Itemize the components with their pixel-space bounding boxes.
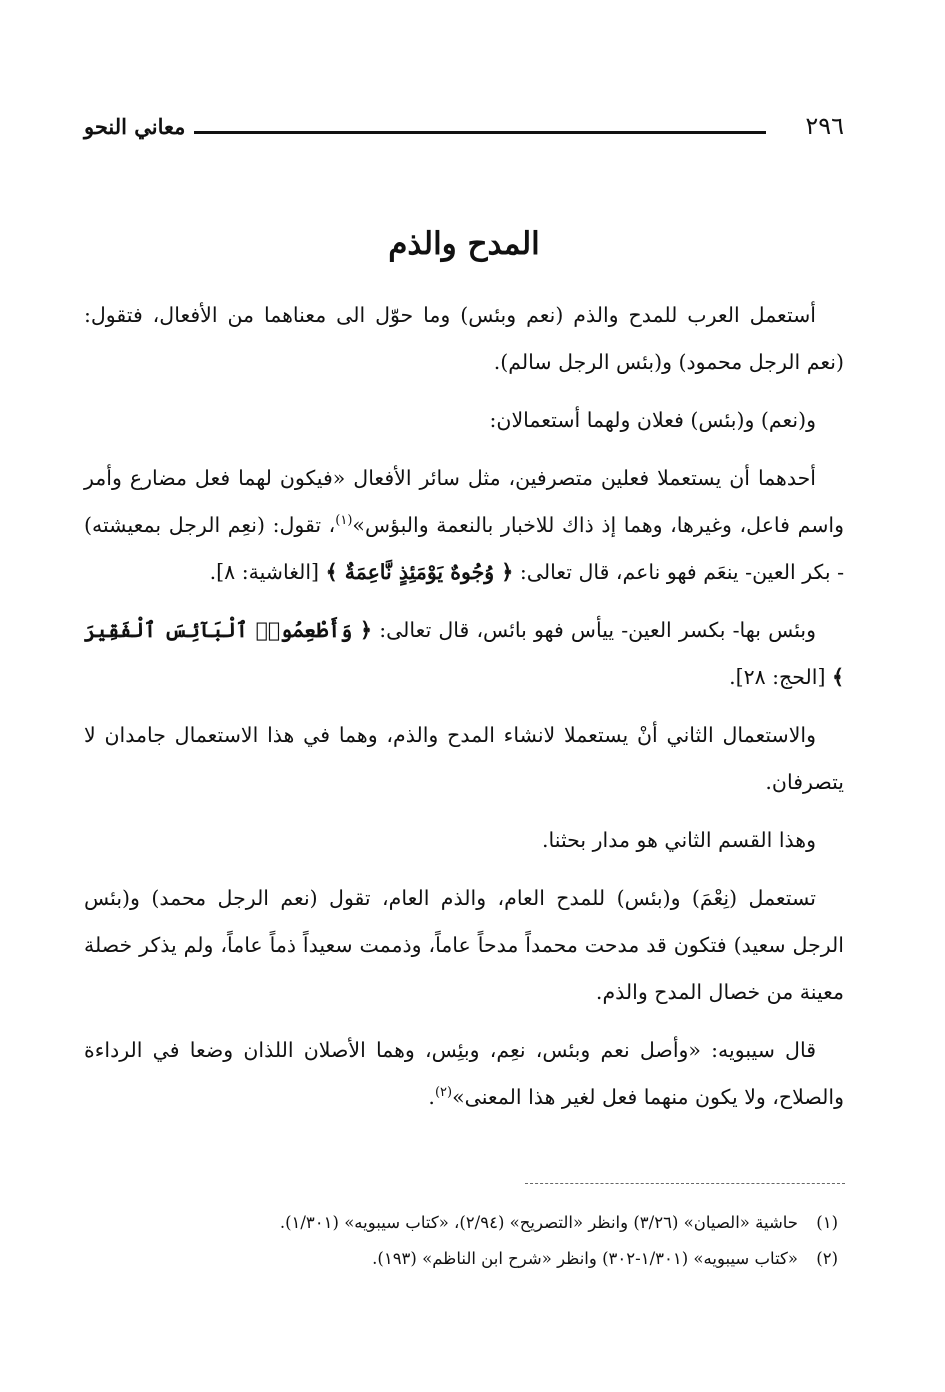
- paragraph-3-text-b: ، تقول: (نعِم الرجل بمعيشته) - بكر العين- ينعَم فهو ناعم، قال تعالى:: [84, 513, 844, 584]
- paragraph-2: و(نعم) و(بئس) فعلان ولهما أستعمالان:: [489, 408, 816, 432]
- quran-verse-ghashiya: ﴿ وُجُوهٌ يَوْمَئِذٍ نَّاعِمَةٌ ﴾: [325, 560, 514, 584]
- footnotes: [84, 1205, 844, 1277]
- paragraph-8-end: .: [428, 1085, 435, 1109]
- paragraph-8-text: قال سيبويه: «وأصل نعم وبئس، نعِم، وبئِس، وهما الأصلان اللذان وضعا في الرداءة والصلاح، ولا يكون منهما فعل لغير هذا المعنى»: [84, 1038, 844, 1109]
- paragraph-3: [84, 455, 844, 596]
- paragraph-7: تستعمل (نِعْمَ) و(بئس) للمدح العام، والذم العام، تقول (نعم الرجل محمد) و(بئس الرجل سعيد) فتكون قد مدحت محمداً مدحاً عاماً، وذممت سعيداً ذماً عاماً، ولم يذكر خصلة معينة من خصال المدح والذم.: [84, 886, 844, 1004]
- paragraph-1: أستعمل العرب للمدح والذم (نعم وبئس) وما حوّل الى معناهما من الأفعال، فتقول: (نعم الرجل محمود) و(بئس الرجل سالم).: [84, 303, 844, 374]
- footnote-1-text: حاشية «الصيان» (٣/٢٦) وانظر «التصريح» (٢/٩٤)، «كتاب سيبويه» (١/٣٠١).: [279, 1213, 798, 1232]
- verse-citation-hajj: [الحج: ٢٨].: [729, 665, 826, 689]
- paragraph-4: [84, 607, 844, 701]
- paragraph-4-text: وبئس بها- بكسر العين- ييأس فهو بائس، قال تعالى:: [379, 618, 816, 642]
- book-title: معاني النحو: [84, 114, 186, 139]
- body-text: [84, 292, 844, 1132]
- paragraph-8: [84, 1027, 844, 1121]
- header-rule: [194, 131, 766, 134]
- paragraph-5: والاستعمال الثاني أنْ يستعملا لانشاء المدح والذم، وهما في هذا الاستعمال جامدان لا يتصرفان.: [84, 723, 844, 794]
- footnote-ref-2[interactable]: (٢): [434, 1085, 453, 1101]
- footnote-ref-1[interactable]: (١): [335, 513, 353, 529]
- chapter-title: المدح والذم: [388, 226, 540, 262]
- verse-citation-ghashiya: [الغاشية: ٨].: [209, 560, 320, 584]
- page-number: ٢٩٦: [805, 112, 844, 140]
- footnote-1: [84, 1205, 844, 1241]
- footnote-2-number: (٢): [816, 1249, 838, 1268]
- paragraph-6: وهذا القسم الثاني هو مدار بحثنا.: [542, 828, 816, 852]
- running-header: [84, 112, 844, 148]
- quran-verse-hajj: ﴿ وَأَطْعِمُوا۟ ٱلْبَآئِسَ ٱلْفَقِيرَ ﴾: [84, 618, 844, 689]
- footnote-separator: [525, 1183, 845, 1184]
- footnote-1-number: (١): [816, 1213, 838, 1232]
- footnote-2-text: «كتاب سيبويه» (١/٣٠١-٣٠٢) وانظر «شرح ابن الناظم» (١٩٣).: [372, 1249, 798, 1268]
- paragraph-3-text-a: أحدهما أن يستعملا فعلين متصرفين، مثل سائر الأفعال «فيكون لهما فعل مضارع وأمر واسم فاعل، وغيرها، وهما إذ ذاك للاخبار بالنعمة والبؤس»: [84, 466, 844, 537]
- footnote-2: [84, 1241, 844, 1277]
